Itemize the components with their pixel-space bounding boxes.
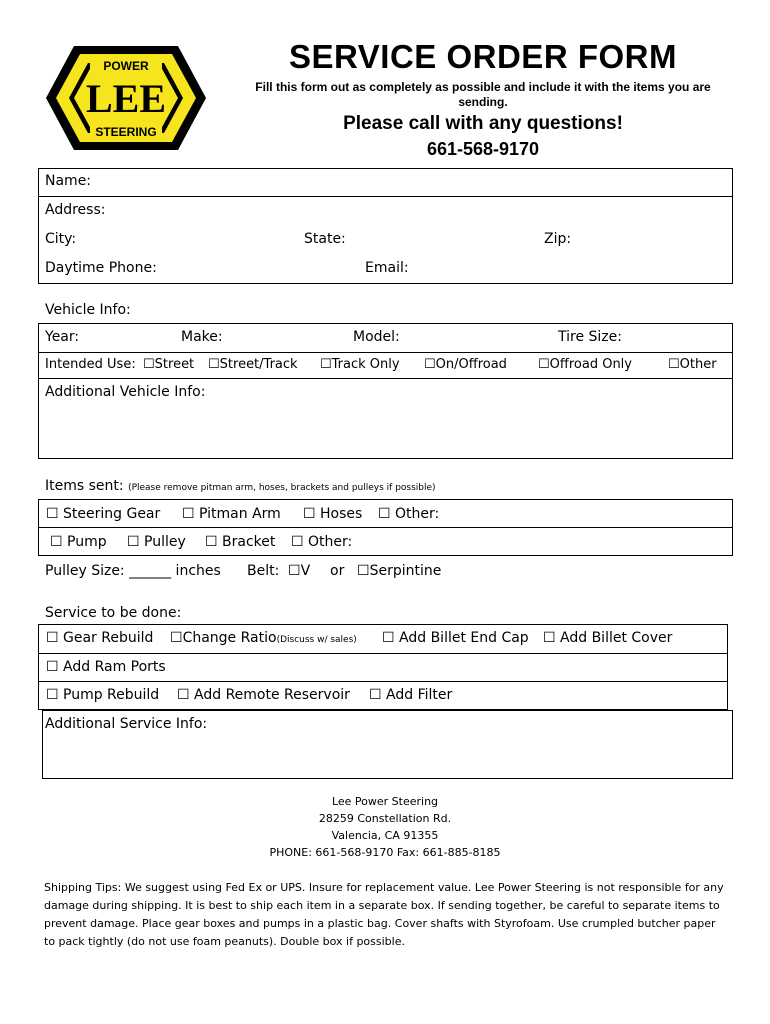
checkbox-icon: ☐ <box>288 563 301 579</box>
add-billet-end-cap-checkbox[interactable]: ☐ Add Billet End Cap <box>382 630 529 646</box>
form-subtitle: Fill this form out as completely as possible and include it with the items you are sending. <box>255 80 711 109</box>
checkbox-icon: ☐ <box>303 506 316 522</box>
pitman-arm-checkbox[interactable]: ☐ Pitman Arm <box>182 506 281 522</box>
belt-v-checkbox[interactable]: ☐V <box>288 563 311 579</box>
company-city: Valencia, CA 91355 <box>331 829 439 842</box>
header-phone: 661-568-9170 <box>426 139 540 159</box>
zip-field[interactable]: Zip: <box>544 231 572 247</box>
checkbox-icon: ☐ <box>46 659 59 675</box>
checkbox-icon: ☐ <box>424 357 436 372</box>
checkbox-icon: ☐ <box>668 357 680 372</box>
checkbox-icon: ☐ <box>291 534 304 550</box>
items-divider <box>38 527 733 528</box>
city-field[interactable]: City: <box>45 231 77 247</box>
checkbox-icon: ☐ <box>208 357 220 372</box>
checkbox-icon: ☐ <box>46 630 59 646</box>
steering-gear-checkbox[interactable]: ☐ Steering Gear <box>46 506 161 522</box>
checkbox-icon: ☐ <box>382 630 395 646</box>
service-heading: Service to be done: <box>45 605 182 621</box>
checkbox-icon: ☐ <box>357 563 370 579</box>
company-name: Lee Power Steering <box>331 795 439 808</box>
intended-use-label: Intended Use: <box>45 357 136 372</box>
checkbox-icon: ☐ <box>127 534 140 550</box>
shipping-tips: Shipping Tips: We suggest using Fed Ex or UPS. Insure for replacement value. Lee Power Steering is not responsible for any damage during shipping. It is best to ship each item in a separate box. If sending together, be careful to separate items to prevent damage. Place gear boxes and pumps in a plastic bag. Cover shafts with Styrofoam. Use crumpled butcher paper to pack tightly (do not use foam peanuts). Double box if possible. <box>44 881 724 948</box>
checkbox-icon: ☐ <box>46 687 59 703</box>
call-text: Please call with any questions! <box>343 113 623 134</box>
service-divider-1 <box>38 653 728 654</box>
use-track-only-checkbox[interactable]: ☐Track Only <box>320 357 400 372</box>
vehicle-info-heading: Vehicle Info: <box>45 302 131 318</box>
tire-size-field[interactable]: Tire Size: <box>558 329 622 345</box>
pump-rebuild-checkbox[interactable]: ☐ Pump Rebuild <box>46 687 160 703</box>
checkbox-icon: ☐ <box>543 630 556 646</box>
hoses-checkbox[interactable]: ☐ Hoses <box>303 506 363 522</box>
use-street-track-checkbox[interactable]: ☐Street/Track <box>208 357 298 372</box>
checkbox-icon: ☐ <box>538 357 550 372</box>
use-street-checkbox[interactable]: ☐Street <box>143 357 195 372</box>
address-field[interactable]: Address: <box>45 202 106 218</box>
checkbox-icon: ☐ <box>46 506 59 522</box>
other-item-checkbox-1[interactable]: ☐ Other: <box>378 506 440 522</box>
add-remote-reservoir-checkbox[interactable]: ☐ Add Remote Reservoir <box>177 687 350 703</box>
additional-service-info-field[interactable]: Additional Service Info: <box>45 716 208 732</box>
checkbox-icon: ☐ <box>182 506 195 522</box>
belt-or-text: or <box>330 563 345 579</box>
name-field[interactable]: Name: <box>45 173 92 189</box>
year-field[interactable]: Year: <box>45 329 80 345</box>
additional-vehicle-info-field[interactable]: Additional Vehicle Info: <box>45 384 206 400</box>
vehicle-divider-1 <box>38 352 733 353</box>
logo-lee-text: LEE <box>85 76 167 121</box>
company-phone-fax: PHONE: 661-568-9170 Fax: 661-885-8185 <box>269 846 501 859</box>
make-field[interactable]: Make: <box>181 329 223 345</box>
checkbox-icon: ☐ <box>320 357 332 372</box>
belt-label: Belt: <box>247 563 280 579</box>
gear-rebuild-checkbox[interactable]: ☐ Gear Rebuild <box>46 630 154 646</box>
logo-power-text: POWER <box>103 59 149 73</box>
checkbox-icon: ☐ <box>205 534 218 550</box>
pulley-size-field[interactable]: Pulley Size: ______ inches <box>45 563 221 579</box>
email-field[interactable]: Email: <box>365 260 409 276</box>
add-ram-ports-checkbox[interactable]: ☐ Add Ram Ports <box>46 659 166 675</box>
items-sent-heading: Items sent: (Please remove pitman arm, hoses, brackets and pulleys if possible) <box>45 478 436 494</box>
vehicle-divider-2 <box>38 378 733 379</box>
change-ratio-note: (Discuss w/ sales) <box>276 635 357 645</box>
use-on-offroad-checkbox[interactable]: ☐On/Offroad <box>424 357 507 372</box>
belt-serpentine-checkbox[interactable]: ☐Serpintine <box>357 563 442 579</box>
checkbox-icon: ☐ <box>170 630 183 646</box>
other-item-checkbox-2[interactable]: ☐ Other: <box>291 534 353 550</box>
add-filter-checkbox[interactable]: ☐ Add Filter <box>369 687 453 703</box>
change-ratio-checkbox[interactable]: ☐Change Ratio(Discuss w/ sales) <box>170 630 357 646</box>
use-offroad-only-checkbox[interactable]: ☐Offroad Only <box>538 357 632 372</box>
add-billet-cover-checkbox[interactable]: ☐ Add Billet Cover <box>543 630 673 646</box>
company-address <box>100 793 670 861</box>
checkbox-icon: ☐ <box>378 506 391 522</box>
items-sent-note: (Please remove pitman arm, hoses, brackets and pulleys if possible) <box>128 483 436 493</box>
checkbox-icon: ☐ <box>369 687 382 703</box>
pump-checkbox[interactable]: ☐ Pump <box>50 534 107 550</box>
lee-power-steering-logo <box>44 44 208 152</box>
model-field[interactable]: Model: <box>353 329 400 345</box>
use-other-checkbox[interactable]: ☐Other <box>668 357 717 372</box>
service-divider-2 <box>38 681 728 682</box>
bracket-checkbox[interactable]: ☐ Bracket <box>205 534 276 550</box>
checkbox-icon: ☐ <box>177 687 190 703</box>
company-street: 28259 Constellation Rd. <box>318 812 452 825</box>
daytime-phone-field[interactable]: Daytime Phone: <box>45 260 157 276</box>
checkbox-icon: ☐ <box>50 534 63 550</box>
checkbox-icon: ☐ <box>143 357 155 372</box>
customer-divider <box>38 196 733 197</box>
form-title: SERVICE ORDER FORM <box>289 38 677 75</box>
state-field[interactable]: State: <box>304 231 346 247</box>
pulley-checkbox[interactable]: ☐ Pulley <box>127 534 186 550</box>
logo-steering-text: STEERING <box>95 125 157 139</box>
